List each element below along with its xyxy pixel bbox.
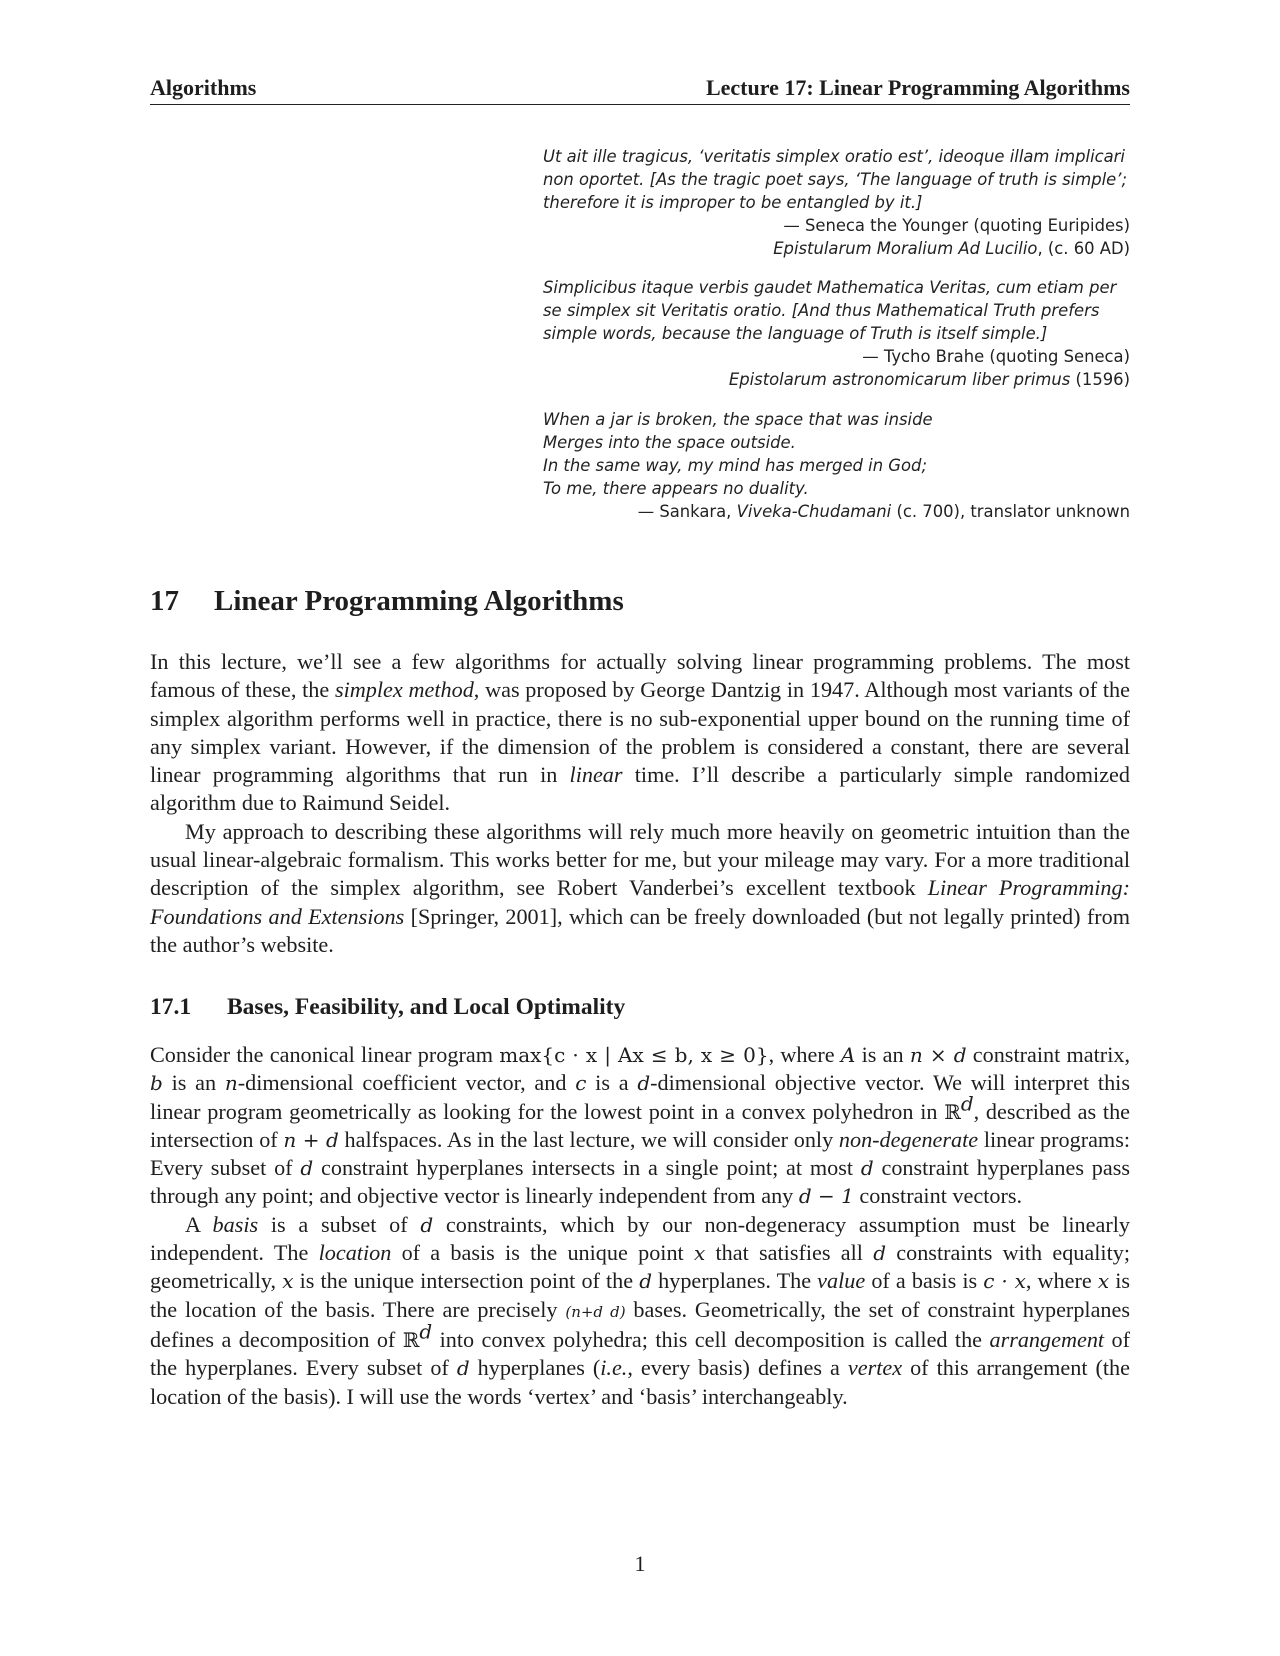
text-run: of a basis is the unique point [391,1240,694,1266]
paragraph-intro [150,648,1130,818]
epigraph-source [543,237,1130,260]
text-run: that satisfies all [705,1240,874,1266]
text-run: -dimensional coefficient vector, and [237,1070,576,1096]
text-run: -dimensional objective vector. We will interpret this linear program geometrically as looking for the lowest point in a convex polyhedron in [150,1070,1130,1124]
math-superscript: d [419,1319,433,1344]
text-run: of this arrangement (the location of the basis). I will use the words ‘vertex’ and ‘basis’ interchangeably. [150,1355,1131,1409]
emphasis: value [817,1268,866,1294]
epigraph-source-date: , (c. 60 AD) [1037,239,1130,258]
text-run: [Springer, 2001], which can be freely downloaded (but not legally printed) from the author’s website. [150,903,1130,957]
subsection-heading [150,994,625,1021]
epigraph-source-title: Viveka-Chudamani [736,502,892,521]
text-run: bases. Geometrically, the set of constraint hyperplanes defines a decomposition of [150,1296,1130,1352]
epigraph-source-date: (1596) [1070,370,1130,389]
math-superscript: d [960,1091,974,1116]
paragraph-approach [150,818,1130,959]
emphasis: non-degenerate [838,1126,979,1152]
text-run: A [185,1211,213,1237]
math-inline: d [637,1071,651,1096]
header-lecture-title: Lecture 17: Linear Programming Algorithms [705,75,1130,100]
epigraph-seneca [543,145,1130,260]
verse-line: In the same way, my mind has merged in God; [543,456,927,475]
math-inline: d [860,1156,874,1181]
text-run: constraints, which by our non-degeneracy assumption must be linearly independent. The [150,1211,1130,1266]
emphasis: linear [569,762,623,788]
running-header [150,76,1130,105]
text-run: , every basis) defines a [627,1355,848,1381]
text-run: Consider the canonical linear program [150,1042,500,1067]
epigraph-sankara [543,408,1130,523]
math-inline: n [224,1071,238,1096]
text-run: , where [1025,1268,1098,1294]
text-run: constraint matrix, [966,1042,1130,1067]
text-run: My approach to describing these algorithms will rely much more heavily on geometric intuition than the usual linear-algebraic formalism. This works better for me, but your mileage may vary. For a more traditional description of the simplex algorithm, see Robert Vanderbei’s excellent textbook [150,818,1130,901]
emphasis: basis [212,1211,259,1237]
text-run: constraint hyperplanes pass through any point; and objective vector is linearly independent from any [150,1155,1130,1209]
text-run: constraint vectors. [853,1183,1023,1209]
header-course-title: Algorithms [150,75,257,100]
subsection-number: 17.1 [150,994,192,1020]
epigraph-quote: Simplicibus itaque verbis gaudet Mathematica Veritas, cum etiam per se simplex sit Veritatis oratio. [And thus Mathematical Truth prefers simple words, because the language of Truth is itself simple.] [543,278,1117,343]
math-inline: d [873,1241,887,1266]
math-inline: max{c · x | Ax ≤ b, x ≥ 0} [499,1043,769,1067]
text-run: is the unique intersection point of the [293,1268,640,1294]
math-inline: ℝ [944,1099,961,1124]
text-run: linear programs: Every subset of [150,1126,1130,1181]
math-inline: d [456,1356,470,1381]
math-inline: d − 1 [798,1184,854,1209]
text-run: is an [162,1070,225,1096]
text-run: into convex polyhedra; this cell decomposition is called the [432,1326,990,1352]
text-run: constraint hyperplanes intersects in a single point; at most [313,1155,861,1181]
text-run: of a basis is [865,1268,984,1294]
math-inline: A [840,1043,856,1067]
emphasis: simplex method [334,677,474,703]
emphasis: vertex [847,1355,903,1381]
text-run: of the hyperplanes. Every subset of [150,1326,1130,1381]
text-run: , described as the intersection of [150,1098,1131,1152]
epigraph-source [543,368,1130,391]
text-run: , was proposed by George Dantzig in 1947. Although most variants of the simplex algorithm performs well in practice, there is no sub-exponential upper bound on the running time of any simplex variant. However, if the dimension of the problem is considered a constant, there are several linear programming algorithms that run in [150,677,1131,788]
math-inline: x [693,1241,706,1266]
math-inline: x [282,1269,294,1294]
math-inline: d [639,1269,653,1294]
section-number: 17 [150,585,179,617]
text-run: is a subset of [258,1211,421,1237]
emphasis: i.e. [600,1355,628,1381]
text-run: halfspaces. As in the last lecture, we will consider only [338,1126,839,1152]
text-run: time. I’ll describe a particularly simple randomized algorithm due to Raimund Seidel. [150,762,1130,816]
epigraph-quote: Ut ait ille tragicus, ‘veritatis simplex oratio est’, ideoque illam implicari non oportet. [As the tragic poet says, ‘The language of truth is simple’; therefore it is improper to be entangled by it.] [543,147,1127,212]
math-inline: x [1097,1269,1110,1294]
epigraph-source-title: Epistularum Moralium Ad Lucilio [773,239,1038,258]
book-title: Linear Programming: Foundations and Extensions [150,875,1130,929]
text-run: constraints with equality; geometrically, [150,1240,1130,1294]
math-inline: d [300,1156,314,1181]
epigraph-author: — Tycho Brahe (quoting Seneca) [862,347,1130,366]
text-run: is the location of the basis. There are precisely [150,1268,1130,1322]
text-run: hyperplanes ( [469,1355,601,1381]
section-heading [150,585,624,618]
section-title: Linear Programming Algorithms [214,585,624,617]
math-binomial: (n+d d) [565,1302,626,1321]
math-inline: b [150,1071,163,1096]
text-run: In this lecture, we’ll see a few algorithms for actually solving linear programming problems. The most famous of these, the [150,649,1130,703]
text-run: is an [855,1042,910,1067]
page-number: 1 [634,1551,646,1576]
text-run: is a [586,1070,638,1096]
text-run: hyperplanes. The [652,1268,818,1294]
math-inline: ℝ [402,1327,420,1352]
verse-line: To me, there appears no duality. [543,479,809,498]
math-inline: c [575,1071,587,1096]
subsection-title: Bases, Feasibility, and Local Optimality [227,994,626,1020]
paragraph-basis [150,1211,1130,1411]
emphasis: location [318,1240,392,1266]
math-inline: n + d [283,1127,339,1152]
emphasis: arrangement [989,1326,1105,1352]
epigraph-source-title: Epistolarum astronomicarum liber primus [728,370,1071,389]
subsection-body [150,1041,1130,1411]
epigraph-author: — Sankara, [637,502,737,521]
verse-line: When a jar is broken, the space that was inside [543,410,933,429]
epigraph-brahe [543,276,1130,391]
epigraph-attribution [543,500,1130,523]
math-inline: c · x [983,1269,1026,1294]
epigraph-author: — Seneca the Younger (quoting Euripides) [783,216,1130,235]
math-inline: d [420,1212,434,1237]
math-inline: n × d [909,1043,967,1067]
text-run: , where [768,1042,841,1067]
verse-line: Merges into the space outside. [543,433,796,452]
paragraph-canonical-lp [150,1041,1130,1211]
section-body [150,648,1130,959]
epigraph-source-date: (c. 700), translator unknown [891,502,1130,521]
